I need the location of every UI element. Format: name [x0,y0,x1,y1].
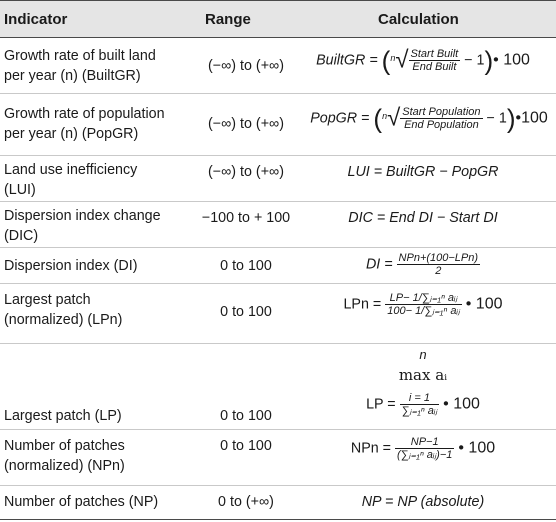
table-row [0,202,556,248]
fraction [395,436,454,461]
indicator-line: (normalized) (LPn) [4,312,123,328]
fraction-denominator: (∑ⱼ₌₁ⁿ aᵢⱼ)−1 [397,449,453,461]
calculation-cell: NP = NP (absolute) [361,494,485,510]
fraction-numerator: i = 1 [400,392,440,405]
fraction-denominator: End Population [404,119,479,131]
table-row [0,284,556,344]
calculation-cell: LUI = BuiltGR − PopGR [347,164,499,180]
fraction-denominator: End Built [412,61,457,73]
header-range: Range [205,11,251,28]
fraction [409,48,461,73]
range-cell: (−∞) to (+∞) [208,58,284,74]
indicator-line: Number of patches [4,438,125,454]
indicator-cell [4,46,156,86]
formula-lhs: BuiltGR = [316,52,378,69]
fraction-denominator: ∑ⱼ₌₁ⁿ aᵢⱼ [401,405,438,417]
calculation-cell [290,292,556,317]
fraction-numerator: NPn+(100−LPn) [398,252,479,264]
formula-multiplier: • 100 [465,295,503,313]
max-index-top: n [419,347,427,362]
indicator-line: (LUI) [4,182,36,198]
range-cell: 0 to 100 [220,408,272,424]
table-row [0,38,556,94]
indicator-line: Land use inefficiency [4,162,138,178]
indicator-cell [4,406,122,426]
indicator-cell [4,492,158,512]
max-operator: max aᵢ [398,366,448,384]
formula-lhs: PopGR = [310,110,370,127]
fraction-numerator: NP−1 [395,436,454,449]
calculation-cell: BuiltGR = ($^n$√ $\frac{\text{Start Built}}{\text{End Built}}$ − 1)• 100 [316,45,530,76]
indicator-line: Largest patch [4,292,91,308]
indicator-line: per year (n) (PopGR) [4,126,139,142]
table-row [0,248,556,284]
fraction-numerator: Start Built [410,48,459,60]
table-row [0,344,556,430]
fraction-numerator: Start Population [402,106,481,118]
root-index: n [382,111,388,121]
indicator-cell [4,160,137,200]
table-header [0,0,556,38]
formula-lhs: LPn = [343,296,382,313]
range-cell: (−∞) to (+∞) [208,116,284,132]
formula-lhs: NPn = [350,440,392,457]
formula-multiplier: •100 [515,109,548,127]
formula-lhs: LP = [366,396,396,413]
calculation-cell: DIC = End DI − Start DI [348,210,498,226]
fraction [397,252,481,277]
formula-multiplier: • 100 [458,439,496,457]
table-row [0,430,556,486]
header-calculation: Calculation [378,11,459,28]
range-cell: 0 to (+∞) [218,494,274,510]
formula-multiplier: • 100 [493,51,530,69]
formula-multiplier: • 100 [443,395,480,413]
fraction [400,392,440,417]
indicator-line: (DIC) [4,228,39,244]
fraction-denominator: 100− 1/∑ⱼ₌₁ⁿ aᵢⱼ [387,305,460,317]
fraction-denominator: 2 [435,265,442,277]
indicator-cell [4,206,161,246]
range-cell: −100 to + 100 [201,210,291,226]
range-cell: 0 to 100 [220,304,272,320]
indicator-line: Dispersion index change [4,208,161,224]
indicator-line: Growth rate of population [4,106,165,122]
indicator-cell [4,104,165,144]
calculation-cell: PopGR = ($^n$√ $\frac{\text{Start Population}}{\text{End Population}}$ − 1)•100 [310,103,548,134]
root-index: n [390,53,396,63]
range-cell: (−∞) to (+∞) [208,164,284,180]
indicator-line: Growth rate of built land [4,48,156,64]
formula-lhs: DI = [365,256,393,273]
indicator-cell [4,436,125,476]
header-indicator: Indicator [4,11,68,28]
formula-tail: − 1 [486,110,507,127]
indicator-line: per year (n) (BuiltGR) [4,68,141,84]
range-cell: 0 to 100 [220,438,272,454]
calculation-cell [290,436,556,461]
table-row [0,156,556,202]
indicator-cell [4,290,122,330]
formula-tail: − 1 [464,52,485,69]
table-row [0,94,556,156]
indicator-cell [4,256,137,276]
indicator-line: (normalized) (NPn) [4,458,125,474]
table-row [0,486,556,520]
range-cell: 0 to 100 [220,258,272,274]
fraction [400,106,482,131]
calculation-cell [290,252,556,277]
indicator-line: Dispersion index (DI) [4,258,138,274]
fraction [385,292,462,317]
calculation-cell [290,346,556,417]
indicator-line: Largest patch (LP) [4,408,122,424]
fraction-numerator: LP− 1/∑ⱼ₌₁ⁿ aᵢⱼ [385,292,462,305]
indicator-line: Number of patches (NP) [4,494,159,510]
